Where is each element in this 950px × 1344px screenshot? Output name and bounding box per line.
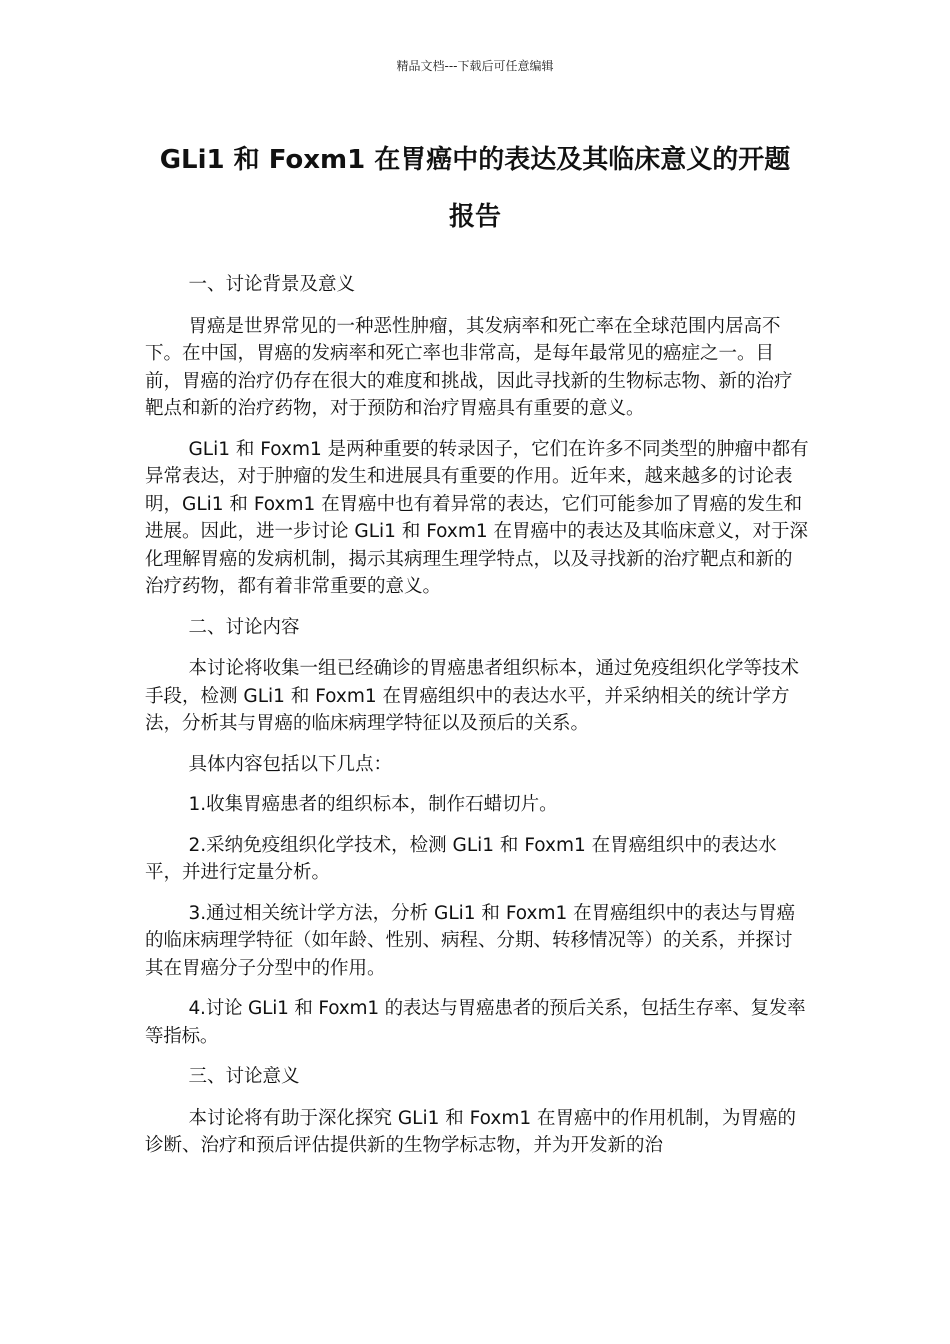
document-title [120, 132, 830, 246]
list-item-2: 2.采纳免疫组织化学技术，检测 GLi1 和 Foxm1 在胃癌组织中的表达水平，并进行定量分析。 [145, 834, 777, 883]
paragraph-content-intro: 本讨论将收集一组已经确诊的胃癌患者组织标本，通过免疫组织化学等技术手段，检测 GLi1 和 Foxm1 在胃癌组织中的表达水平，并采纳相关的统计学方法，分析其与胃癌的临床病理学特征以及预后的关系。 [145, 658, 799, 734]
page-header-note: 精品文档---下载后可任意编辑 [396, 59, 554, 73]
paragraph-content-list-intro: 具体内容包括以下几点： [188, 753, 392, 775]
section-heading-background: 一、讨论背景及意义 [188, 274, 355, 295]
list-item-3: 3.通过相关统计学方法，分析 GLi1 和 Foxm1 在胃癌组织中的表达与胃癌的临床病理学特征（如年龄、性别、病程、分期、转移情况等）的关系，并探讨其在胃癌分子分型中的作用。 [145, 902, 796, 979]
list-item-1: 1.收集胃癌患者的组织标本，制作石蜡切片。 [188, 794, 558, 815]
list-item-4: 4.讨论 GLi1 和 Foxm1 的表达与胃癌患者的预后关系，包括生存率、复发率等指标。 [145, 998, 806, 1047]
section-heading-content: 二、讨论内容 [188, 616, 300, 638]
section-heading-significance: 三、讨论意义 [188, 1066, 300, 1087]
paragraph-background-2: GLi1 和 Foxm1 是两种重要的转录因子，它们在许多不同类型的肿瘤中都有异常表达，对于肿瘤的发生和进展具有重要的作用。近年来，越来越多的讨论表明，GLi1 和 Foxm1 在胃癌中也有着异常的表达，它们可能参加了胃癌的发生和进展。因此，进一步讨论 GLi1 和 Foxm1 在胃癌中的表达及其临床意义，对于深化理解胃癌的发病机制，揭示其病理生理学特点，以及寻找新的治疗靶点和新的治疗药物，都有着非常重要的意义。 [145, 438, 809, 597]
paragraph-significance: 本讨论将有助于深化探究 GLi1 和 Foxm1 在胃癌中的作用机制，为胃癌的诊断、治疗和预后评估提供新的生物学标志物，并为开发新的治 [145, 1107, 797, 1156]
title-line-1: GLi1 和 Foxm1 在胃癌中的表达及其临床意义的开题 [159, 145, 791, 175]
title-line-2: 报告 [448, 202, 501, 232]
document-body [145, 271, 810, 1173]
paragraph-background-1: 胃癌是世界常见的一种恶性肿瘤，其发病率和死亡率在全球范围内居高不下。在中国，胃癌的发病率和死亡率也非常高，是每年最常见的癌症之一。目前，胃癌的治疗仍存在很大的难度和挑战，因此寻找新的生物标志物、新的治疗靶点和新的治疗药物，对于预防和治疗胃癌具有重要的意义。 [145, 315, 793, 419]
